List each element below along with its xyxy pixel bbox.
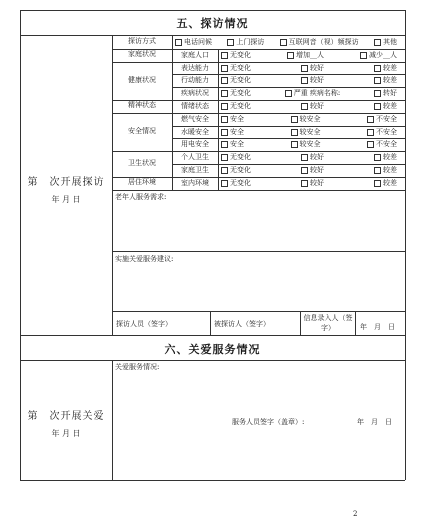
checkbox-icon	[301, 77, 308, 84]
option-label: 较差	[383, 102, 397, 110]
option-checkbox[interactable]	[221, 153, 251, 162]
row-category: 健康状况	[128, 75, 156, 84]
row-item: 用电安全	[181, 140, 209, 149]
option-label: 不安全	[376, 127, 397, 136]
option-label: 无变化	[230, 89, 251, 98]
row-options	[221, 89, 403, 98]
option-label: 较差	[383, 76, 397, 85]
row-item: 情绪状态	[181, 102, 209, 110]
row-options	[221, 115, 403, 124]
option-checkbox[interactable]	[367, 115, 397, 124]
option-checkbox[interactable]	[374, 153, 397, 162]
checkbox-icon	[285, 90, 292, 97]
option-label: 较差	[383, 178, 397, 187]
row-options	[221, 64, 403, 73]
option-label: 安全	[230, 127, 244, 136]
checkbox-icon	[221, 52, 228, 59]
visited-sign-label: 被探访人（签字）	[214, 320, 270, 328]
option-checkbox[interactable]	[280, 38, 359, 47]
option-label: 无变化	[230, 102, 251, 110]
option-label: 增加__人	[296, 50, 324, 59]
checkbox-icon	[374, 77, 381, 84]
option-checkbox[interactable]	[301, 102, 324, 111]
option-label: 较安全	[299, 114, 321, 123]
section6-sign-date: 年 月 日	[357, 418, 392, 426]
visit-date-label: 年 月 日	[51, 195, 81, 204]
option-checkbox[interactable]	[221, 115, 244, 124]
section6-title: 六、关爱服务情况	[164, 343, 261, 356]
row-options	[221, 76, 403, 85]
checkbox-icon	[221, 103, 228, 110]
row-category: 精神状态	[128, 101, 156, 110]
option-checkbox[interactable]	[374, 76, 397, 85]
row-item: 行动能力	[181, 76, 209, 85]
checkbox-icon	[374, 103, 381, 110]
option-checkbox[interactable]	[374, 166, 397, 175]
visit-count-label: 第 次开展探访	[27, 177, 105, 188]
checkbox-icon	[221, 167, 228, 174]
option-label: 无变化	[230, 178, 251, 187]
staff-sign-label: 服务人员签字（盖章）:	[232, 418, 305, 426]
option-label: 上门探访	[236, 38, 265, 46]
row-options	[221, 51, 403, 60]
option-checkbox[interactable]	[221, 76, 251, 85]
option-label: 较好	[310, 102, 324, 110]
option-checkbox[interactable]	[221, 140, 244, 149]
checkbox-icon	[287, 52, 294, 59]
option-checkbox[interactable]	[367, 128, 397, 137]
row-item: 室内环境	[181, 178, 209, 187]
option-label: 无变化	[230, 50, 251, 59]
checkbox-icon	[360, 52, 367, 59]
checkbox-icon	[221, 129, 228, 136]
option-checkbox[interactable]	[221, 128, 244, 137]
option-label: 互联网音（视）频探访	[288, 38, 359, 46]
option-label: 不安全	[376, 140, 397, 149]
row-options	[221, 179, 403, 188]
checkbox-icon	[374, 154, 381, 161]
option-label: 较好	[310, 166, 324, 174]
option-label: 较好	[310, 76, 324, 85]
row-category: 卫生状况	[128, 159, 156, 167]
row-category: 安全情况	[128, 127, 156, 135]
option-checkbox[interactable]	[291, 128, 321, 137]
option-label: 无变化	[230, 76, 251, 85]
page-number: 2	[353, 510, 358, 518]
option-label: 不安全	[376, 114, 397, 123]
checkbox-icon	[221, 90, 228, 97]
option-label: 无变化	[230, 63, 251, 72]
option-checkbox[interactable]	[221, 51, 251, 60]
row-options	[221, 102, 403, 111]
option-label: 较差	[383, 166, 397, 174]
suggestions-label: 实施关爱服务建议:	[115, 255, 174, 263]
option-label: 转好	[383, 89, 397, 98]
option-label: 较安全	[299, 140, 321, 149]
option-label: 严重 疾病名称:	[293, 89, 341, 98]
option-label: 减少__人	[369, 50, 397, 59]
service-label: 关爱服务情况:	[115, 363, 160, 371]
option-checkbox[interactable]	[374, 179, 397, 188]
row-item: 疾病状况	[181, 89, 209, 98]
option-checkbox[interactable]	[301, 64, 324, 73]
option-label: 较好	[310, 153, 324, 162]
row-options	[221, 153, 403, 162]
option-checkbox[interactable]	[360, 51, 397, 60]
option-label: 较好	[310, 178, 324, 187]
row-options	[221, 166, 403, 175]
option-label: 无变化	[230, 153, 251, 162]
option-checkbox[interactable]	[374, 89, 397, 98]
checkbox-icon	[374, 90, 381, 97]
checkbox-icon	[367, 129, 374, 136]
row-item: 个人卫生	[181, 153, 209, 162]
row-item: 家庭人口	[181, 50, 209, 59]
option-checkbox[interactable]	[374, 64, 397, 73]
row-item: 燃气安全	[181, 114, 209, 123]
checkbox-icon	[374, 167, 381, 174]
option-label: 较好	[310, 63, 324, 72]
option-label: 较安全	[299, 127, 321, 136]
checkbox-icon	[367, 141, 374, 148]
row-category: 居住环境	[128, 178, 156, 187]
row-item: 家庭卫生	[181, 166, 209, 174]
checkbox-icon	[221, 141, 228, 148]
option-label: 较差	[383, 63, 397, 72]
checkbox-icon	[291, 141, 298, 148]
option-label: 安全	[230, 114, 244, 123]
section5-sign-date: 年 月 日	[360, 323, 395, 331]
row-item: 表达能力	[181, 63, 209, 72]
checkbox-icon	[374, 65, 381, 72]
checkbox-icon	[374, 180, 381, 187]
checkbox-icon	[291, 116, 298, 123]
checkbox-icon	[221, 77, 228, 84]
option-checkbox[interactable]	[221, 166, 251, 175]
checkbox-icon	[175, 39, 182, 46]
row-options	[175, 38, 403, 47]
option-checkbox[interactable]	[227, 38, 264, 47]
option-checkbox[interactable]	[221, 102, 251, 111]
option-checkbox[interactable]	[301, 179, 324, 188]
option-checkbox[interactable]	[301, 76, 324, 85]
section5-title: 五、探访情况	[176, 17, 249, 30]
option-checkbox[interactable]	[175, 38, 212, 47]
option-checkbox[interactable]	[285, 89, 341, 98]
care-count-label: 第 次开展关爱	[27, 411, 105, 422]
checkbox-icon	[280, 39, 287, 46]
checkbox-icon	[221, 65, 228, 72]
checkbox-icon	[367, 116, 374, 123]
checkbox-icon	[221, 154, 228, 161]
row-options	[221, 128, 403, 137]
checkbox-icon	[291, 129, 298, 136]
option-checkbox[interactable]	[374, 38, 397, 47]
checkbox-icon	[221, 180, 228, 187]
option-checkbox[interactable]	[221, 179, 251, 188]
option-checkbox[interactable]	[301, 153, 324, 162]
recorder-sign-label: 信息录入人（签字）	[303, 314, 353, 332]
checkbox-icon	[301, 154, 308, 161]
option-checkbox[interactable]	[291, 140, 321, 149]
option-label: 其他	[382, 38, 397, 46]
checkbox-icon	[301, 180, 308, 187]
row-category: 探访方式	[128, 37, 156, 46]
option-checkbox[interactable]	[221, 89, 251, 98]
option-checkbox[interactable]	[291, 115, 321, 124]
checkbox-icon	[221, 116, 228, 123]
checkbox-icon	[374, 39, 381, 46]
needs-label: 老年人服务需求:	[115, 193, 167, 201]
option-label: 较差	[383, 153, 397, 162]
row-options	[221, 140, 403, 149]
option-label: 无变化	[230, 166, 251, 174]
checkbox-icon	[301, 103, 308, 110]
option-checkbox[interactable]	[221, 64, 251, 73]
care-date-label: 年 月 日	[51, 429, 81, 438]
option-label: 安全	[230, 140, 244, 149]
row-item: 水暖安全	[181, 127, 209, 136]
checkbox-icon	[301, 167, 308, 174]
option-checkbox[interactable]	[287, 51, 324, 60]
option-checkbox[interactable]	[367, 140, 397, 149]
row-category: 家庭状况	[128, 50, 156, 59]
option-checkbox[interactable]	[374, 102, 397, 111]
checkbox-icon	[227, 39, 234, 46]
checkbox-icon	[301, 65, 308, 72]
visitor-sign-label: 探访人员（签字）	[116, 320, 172, 328]
option-label: 电话问候	[184, 38, 212, 46]
option-checkbox[interactable]	[301, 166, 324, 175]
